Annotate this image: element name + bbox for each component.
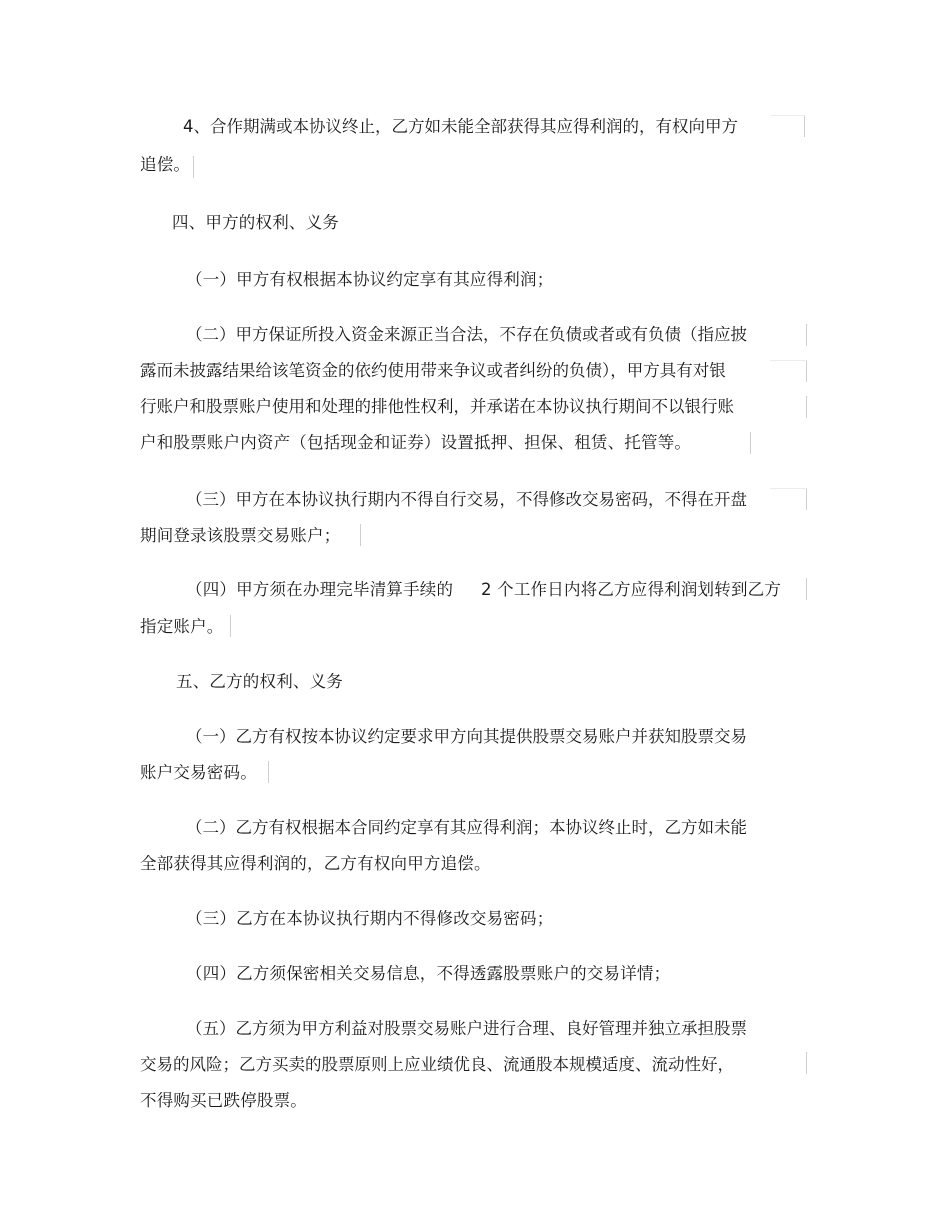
section-5-item-5-line-3: 不得购买已跌停股票。: [140, 1091, 307, 1110]
section-4-item-4-line-1b: 2 个工作日内将乙方应得利润划转到乙方: [481, 580, 782, 599]
section-5-item-5-line-1: （五）乙方须为甲方利益对股票交易账户进行合理、良好管理并独立承担股票: [186, 1019, 747, 1038]
scan-mark: [806, 396, 807, 418]
scan-mark: [750, 432, 751, 454]
scan-mark: [230, 615, 231, 637]
section-4-item-3-line-1: （三）甲方在本协议执行期内不得自行交易，不得修改交易密码，不得在开盘: [186, 490, 747, 509]
section-4-item-4-line-2: 指定账户。: [140, 617, 224, 636]
section-5-item-5-line-2: 交易的风险；乙方买卖的股票原则上应业绩优良、流通股本规模适度、流动性好，: [140, 1055, 734, 1074]
section-4-item-2-line-4: 户和股票账户内资产（包括现金和证券）设置抵押、担保、租赁、托管等。: [140, 433, 692, 452]
clause-4-line-1: 4、合作期满或本协议终止，乙方如未能全部获得其应得利润的，有权向甲方: [183, 117, 738, 136]
section-4-item-4-line-1a: （四）甲方须在办理完毕清算手续的: [186, 580, 454, 599]
scan-mark: [360, 524, 361, 546]
section-4-item-2-line-1: （二）甲方保证所投入资金来源正当合法，不存在负债或者或有负债（指应披: [186, 325, 747, 344]
scan-mark: [806, 324, 807, 346]
section-5-item-2-line-1: （二）乙方有权根据本合同约定享有其应得利润；本协议终止时，乙方如未能: [186, 818, 747, 837]
scan-mark: [804, 115, 805, 137]
section-5-item-1-line-1: （一）乙方有权按本协议约定要求甲方向其提供股票交易账户并获知股票交易: [186, 727, 747, 746]
scan-mark: [806, 360, 807, 382]
scan-mark: [268, 761, 269, 783]
clause-4-line-2: 追偿。: [140, 155, 191, 174]
scan-mark: [806, 488, 807, 510]
scan-mark: [806, 1052, 807, 1074]
section-5-item-3: （三）乙方在本协议执行期内不得修改交易密码；: [186, 909, 554, 928]
scan-mark: [770, 360, 807, 361]
section-5-heading: 五、乙方的权利、义务: [176, 672, 343, 691]
section-4-item-3-line-2: 期间登录该股票交易账户；: [140, 526, 341, 545]
scan-mark: [770, 488, 807, 489]
section-4-item-1: （一）甲方有权根据本协议约定享有其应得利润；: [186, 270, 554, 289]
section-5-item-1-line-2: 账户交易密码。: [140, 763, 257, 782]
section-5-item-2-line-2: 全部获得其应得利润的，乙方有权向甲方追偿。: [140, 854, 491, 873]
section-4-item-2-line-2: 露而未披露结果给该笔资金的依约使用带来争议或者纠纷的负债），甲方具有对银: [140, 361, 726, 380]
section-4-heading: 四、甲方的权利、义务: [172, 213, 339, 232]
section-4-item-2-line-3: 行账户和股票账户使用和处理的排他性权利，并承诺在本协议执行期间不以银行账: [140, 397, 734, 416]
scan-mark: [806, 578, 807, 600]
scan-mark: [193, 156, 194, 178]
scan-mark: [770, 115, 805, 116]
section-5-item-4: （四）乙方须保密相关交易信息，不得透露股票账户的交易详情；: [186, 964, 671, 983]
